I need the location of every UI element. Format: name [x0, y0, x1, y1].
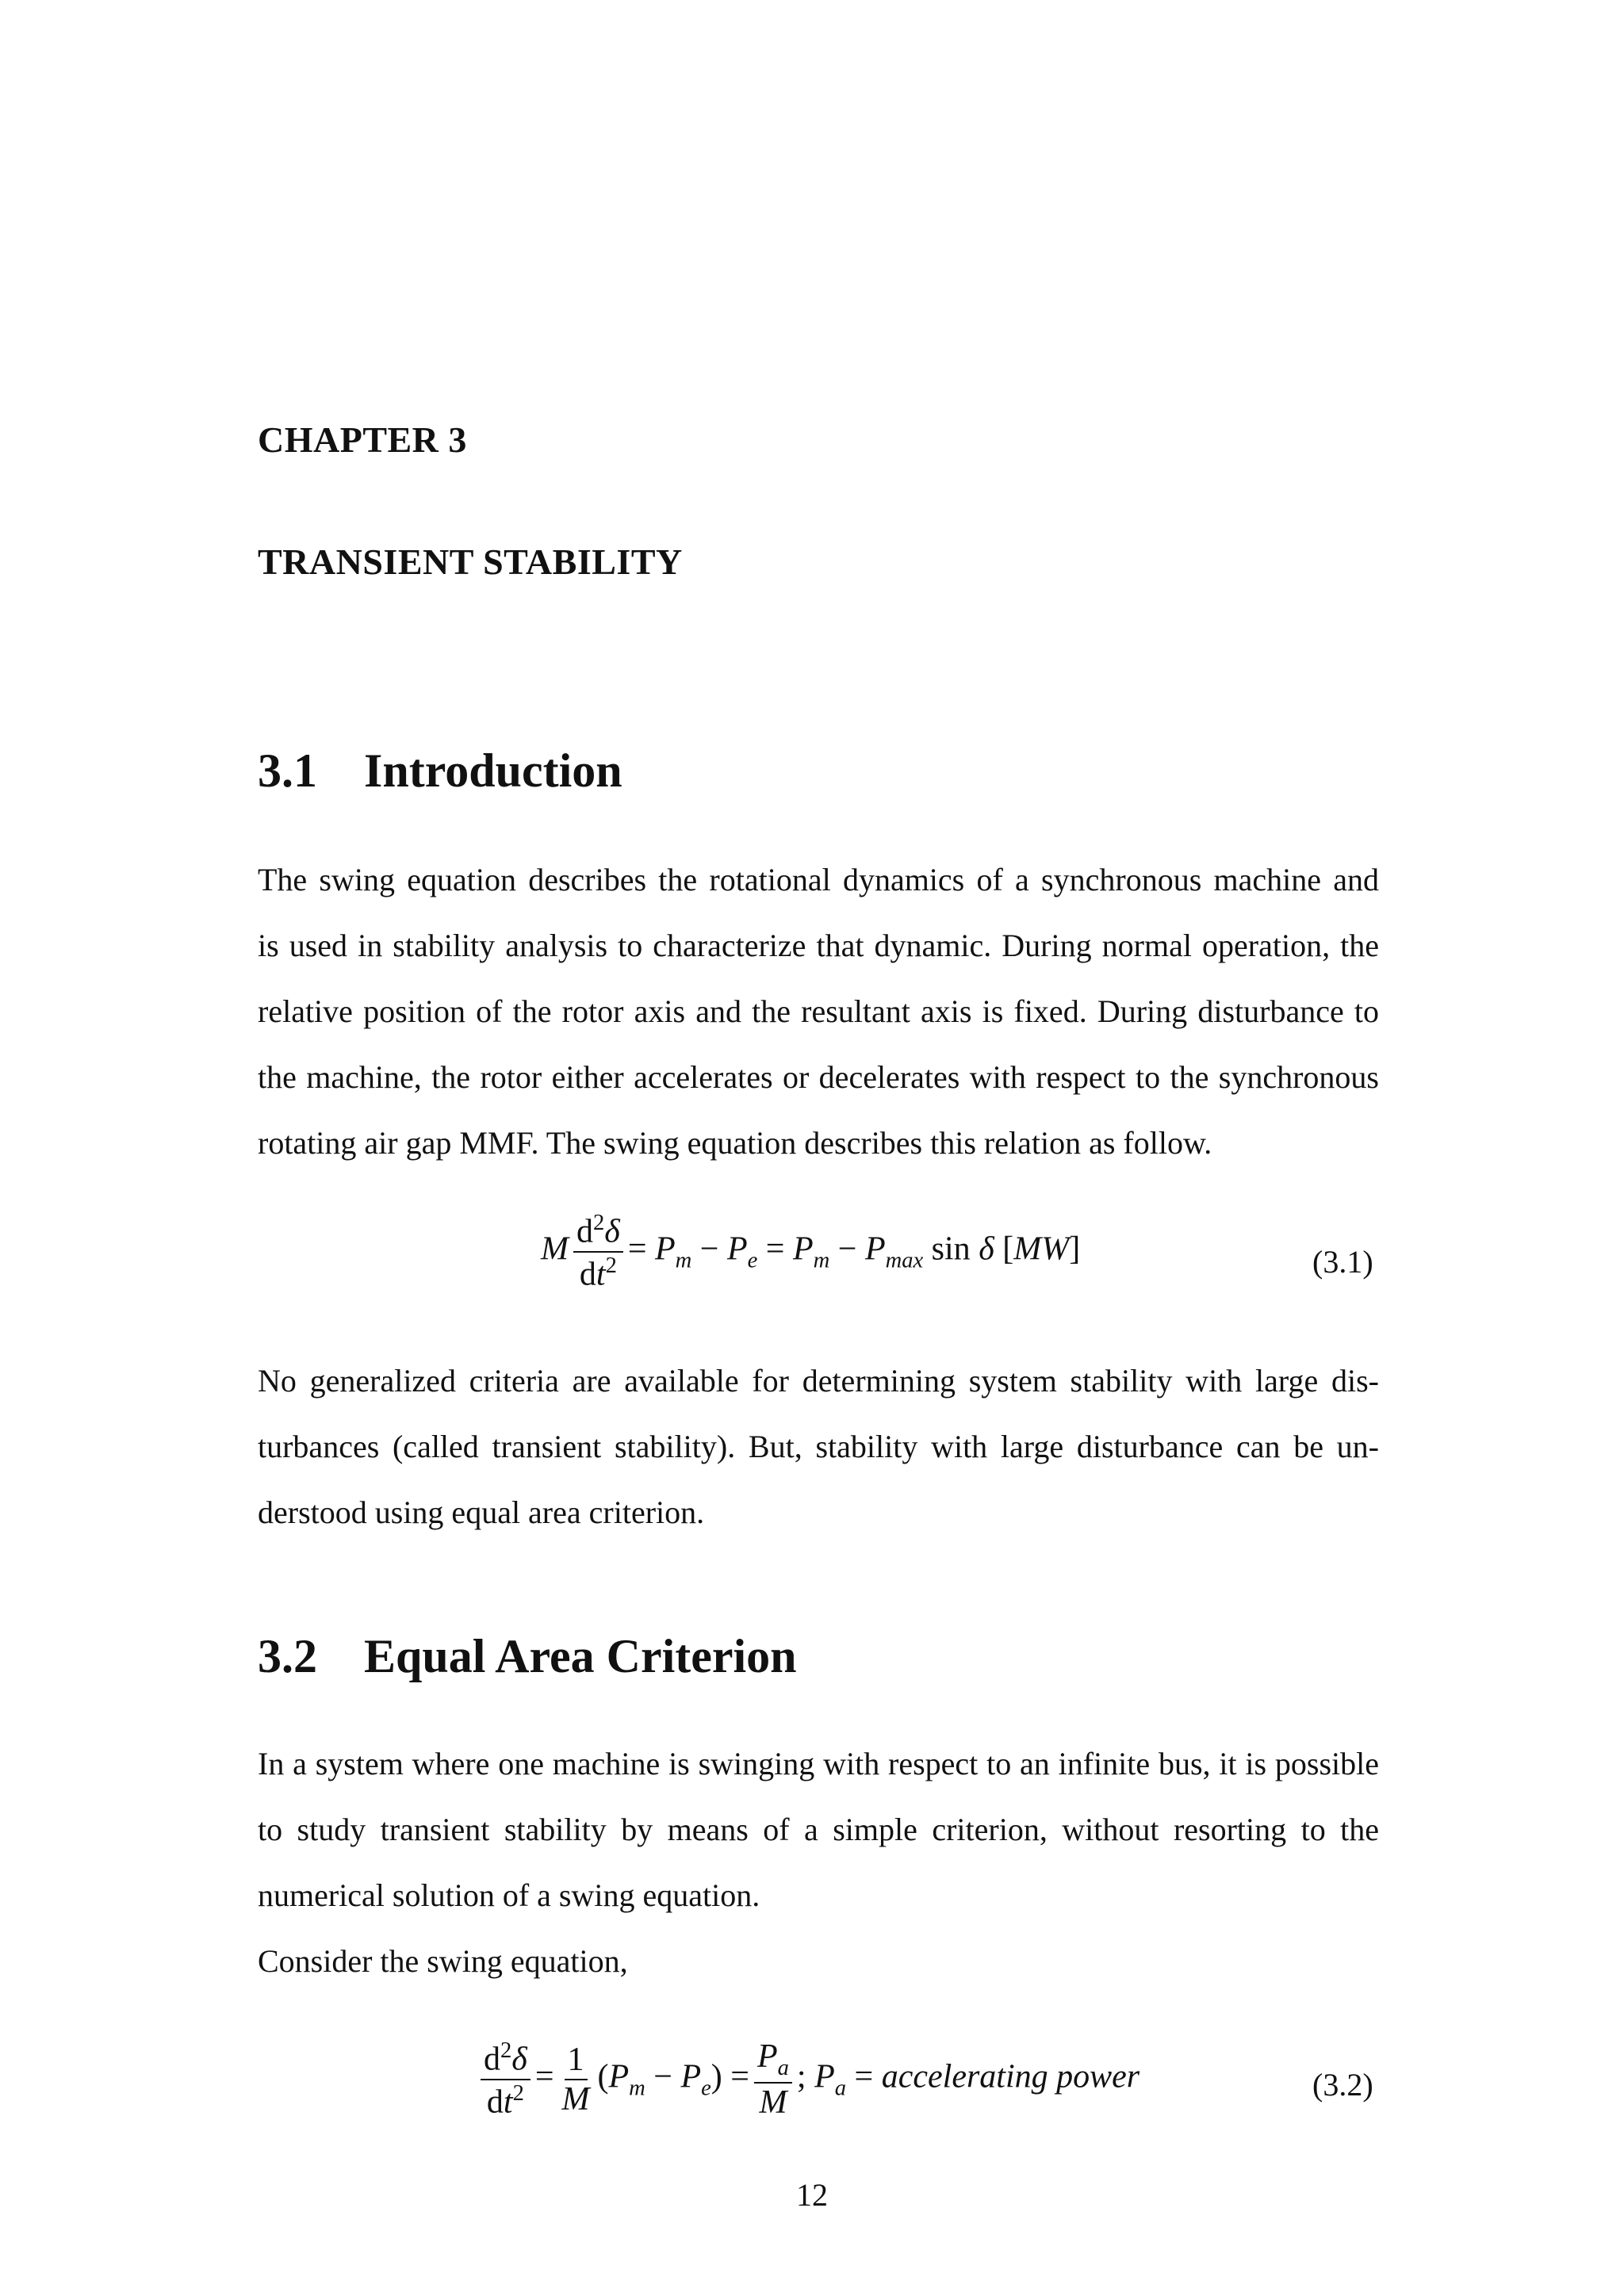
- equation-number: (3.2): [1312, 2067, 1373, 2103]
- paragraph-line: turbances (called transient stability). But, stability with large disturbance can be un-: [258, 1429, 1379, 1464]
- paragraph-line: is used in stability analysis to characterize that dynamic. During normal operation, the: [258, 928, 1379, 963]
- paragraph-line: derstood using equal area criterion.: [258, 1494, 705, 1530]
- section-title: Introduction: [364, 744, 622, 797]
- equation-label: accelerating power: [881, 2058, 1140, 2095]
- lead-in-line: Consider the swing equation,: [258, 1943, 628, 1979]
- paragraph-line: the machine, the rotor either accelerates or decelerates with respect to the synchronous: [258, 1059, 1379, 1095]
- paragraph-line: In a system where one machine is swinging with respect to an infinite bus, it is possible: [258, 1746, 1379, 1781]
- paragraph-line: to study transient stability by means of a simple criterion, without resorting to the: [258, 1812, 1379, 1847]
- section-heading-introduction: [258, 744, 622, 798]
- paragraph-line: No generalized criteria are available for determining system stability with large dis-: [258, 1363, 1379, 1399]
- chapter-label: CHAPTER 3: [258, 419, 467, 460]
- paragraph-line: relative position of the rotor axis and the resultant axis is fixed. During disturbance to: [258, 993, 1379, 1029]
- paragraph-line: rotating air gap MMF. The swing equation describes this relation as follow.: [258, 1125, 1212, 1161]
- transient-paragraph: [258, 1348, 1379, 1545]
- page-number: 12: [796, 2177, 828, 2213]
- introduction-paragraph: [258, 847, 1379, 1176]
- equation-accelerating: $\frac{d^2\delta}{dt^2}$ = $\frac{1}{M}$ $(P_m - P_e)$ = $\frac{P_a}{M}$ ; $P_a$ = accelerating power: [476, 2039, 1139, 2120]
- equation-number: (3.1): [1312, 1244, 1373, 1280]
- section-number: 3.2: [258, 1630, 317, 1682]
- section-number: 3.1: [258, 744, 317, 797]
- paragraph-line: The swing equation describes the rotational dynamics of a synchronous machine and: [258, 862, 1379, 897]
- section-title: Equal Area Criterion: [364, 1630, 797, 1682]
- chapter-title: TRANSIENT STABILITY: [258, 541, 683, 582]
- equal-area-paragraph: [258, 1731, 1379, 1994]
- equation-swing: M $\frac{d^2\delta}{dt^2}$ = $P_m - P_e = P_m - P_{max}$ sin δ [MW]: [541, 1211, 1081, 1293]
- paragraph-line: numerical solution of a swing equation.: [258, 1877, 760, 1913]
- section-heading-equal-area: [258, 1629, 797, 1684]
